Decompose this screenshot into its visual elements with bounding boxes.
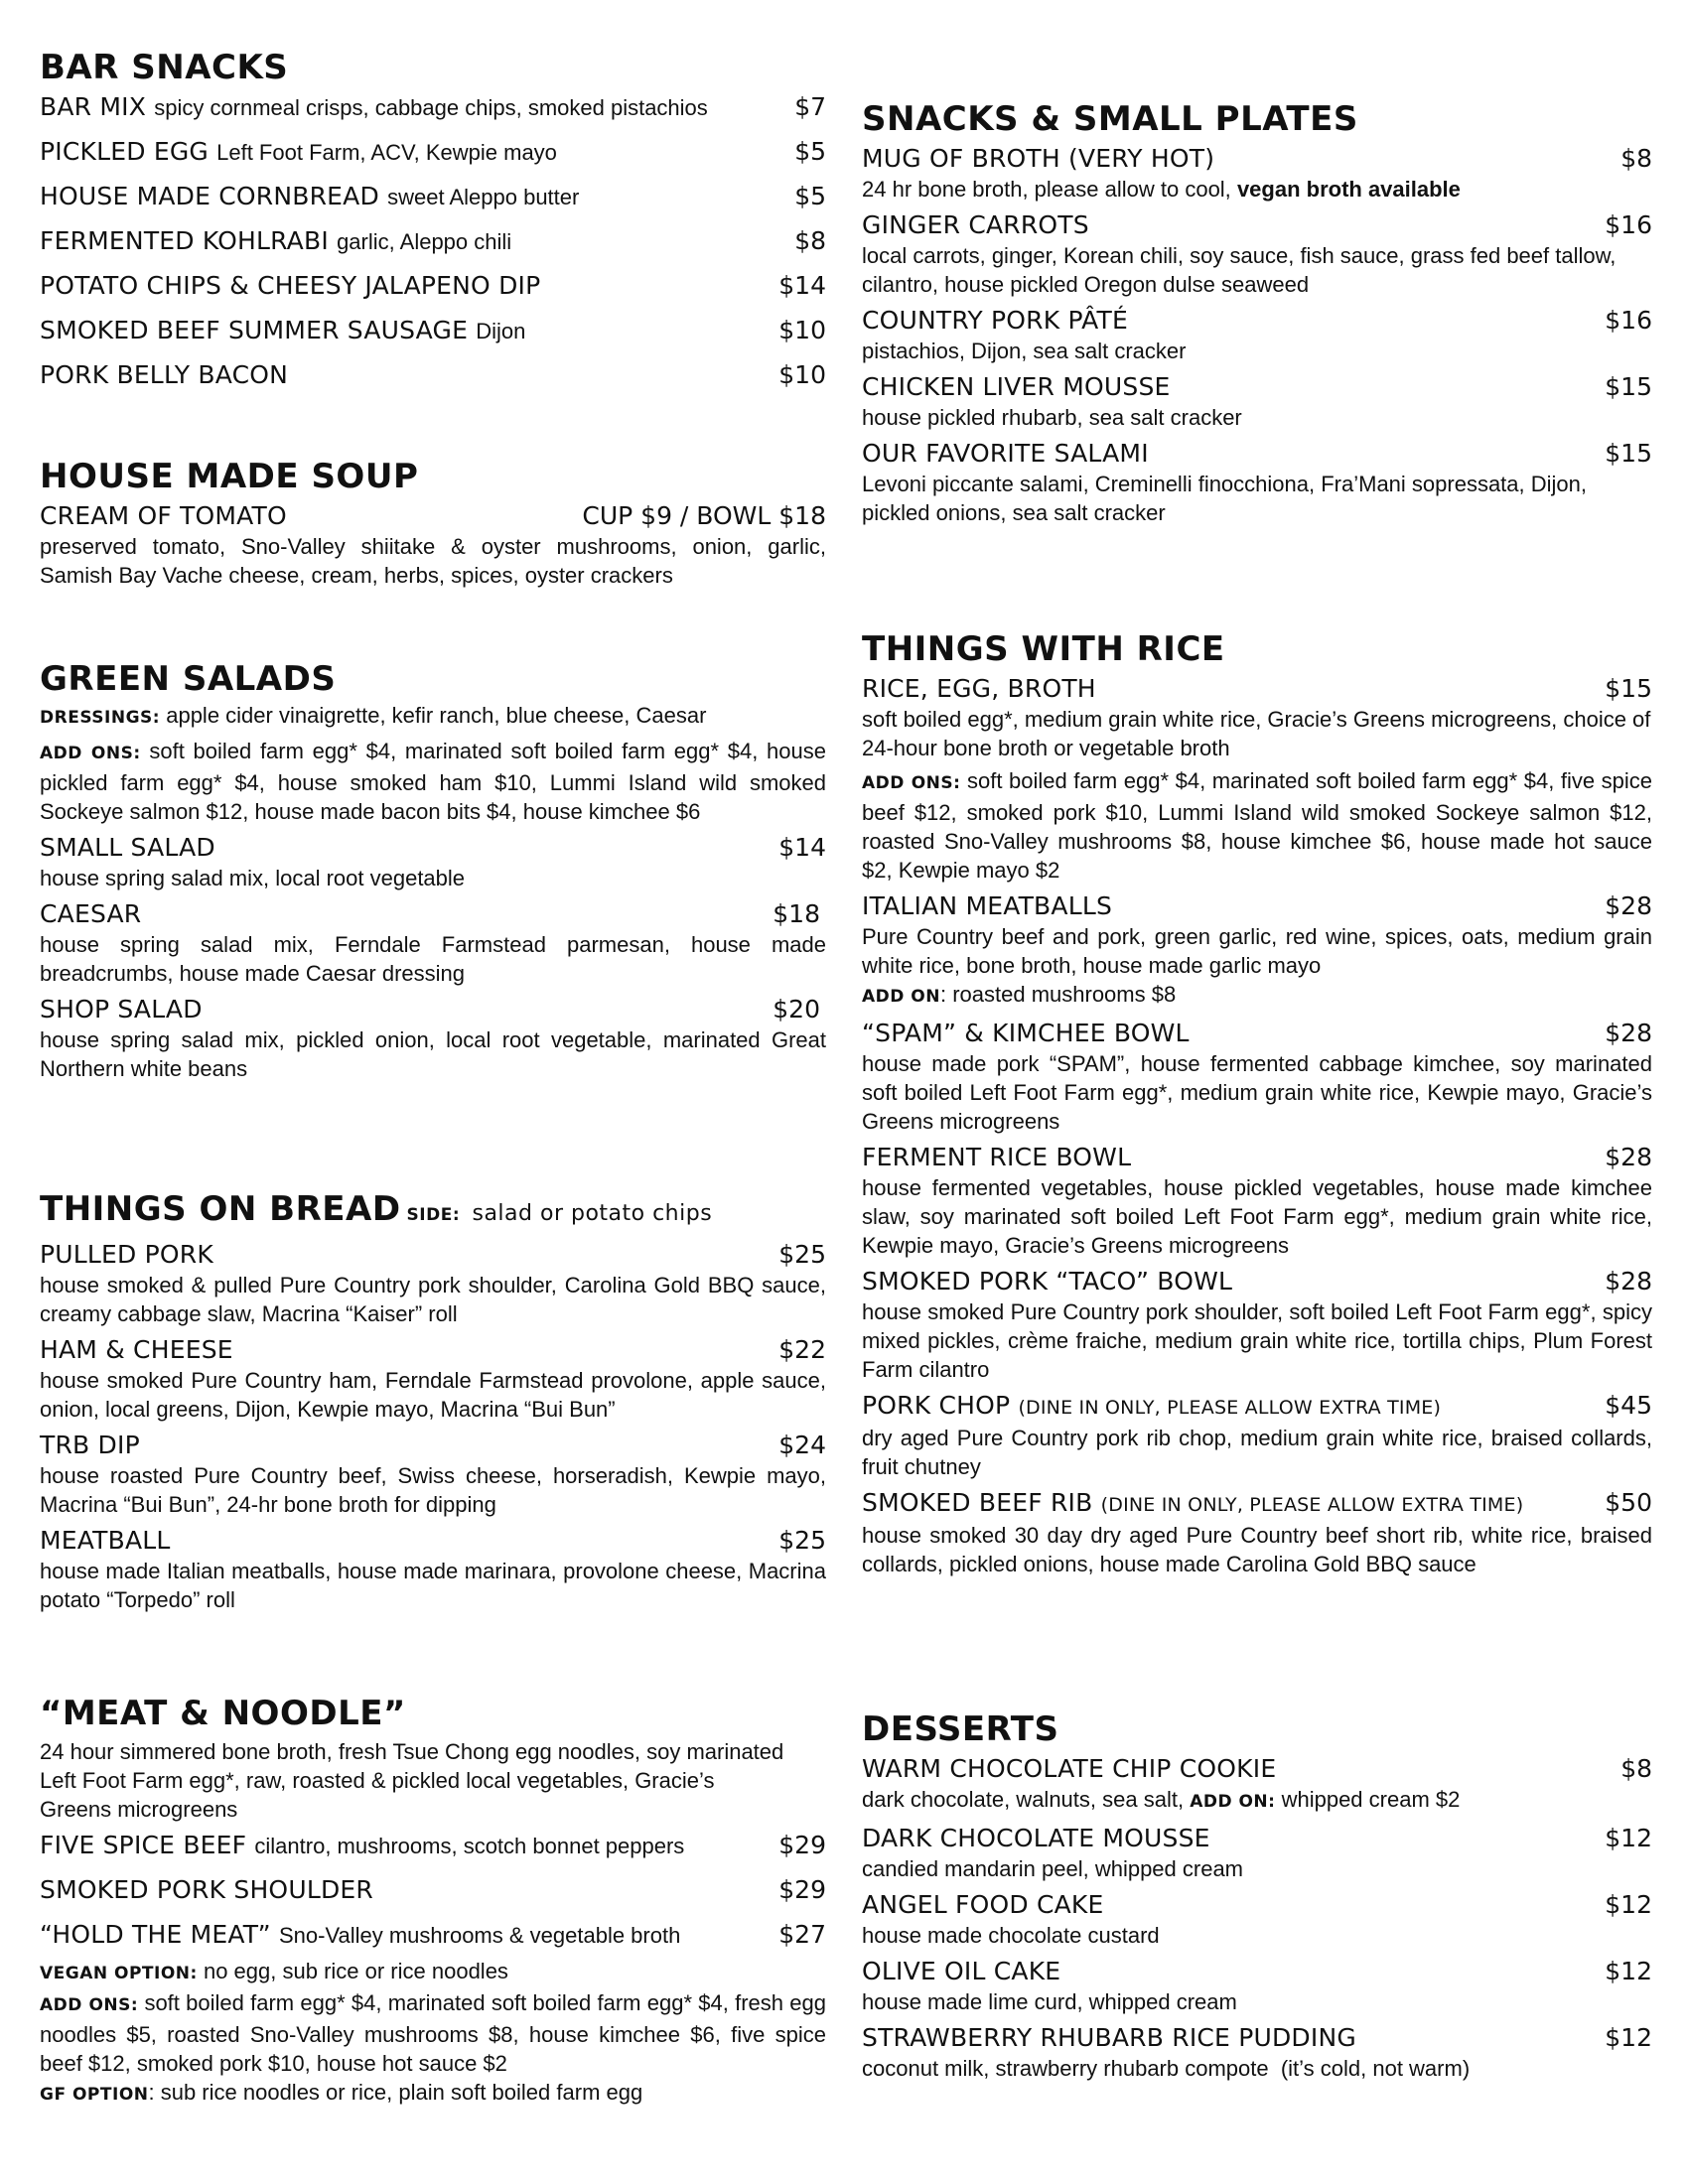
item-desc: 24 hr bone broth, please allow to cool, vegan broth available [862,177,1461,202]
item-price: $22 [778,1335,826,1364]
item-name: SHOP SALAD [40,995,203,1024]
dressings-label: DRESSINGS: [40,708,161,728]
section-title: SNACKS & SMALL PLATES [862,99,1358,139]
menu-item [40,1830,826,1874]
item-desc: house smoked Pure Country pork shoulder, soft boiled Left Foot Farm egg*, spicy mixed pickles, crème fraiche, medium grain white rice, tortilla chips, Plum Forest Farm cilantro [862,1299,1652,1382]
item-desc: house spring salad mix, pickled onion, local root vegetable, marinated Great Northern white beans [40,1027,826,1081]
item-price: $12 [1605,1957,1652,1985]
menu-item [862,1018,1652,1049]
item-name: GINGER CARROTS [862,210,1089,239]
item-desc: house smoked Pure Country ham, Ferndale Farmstead provolone, apple sauce, onion, local greens, Dijon, Kewpie mayo, Macrina “Bui Bun” [40,1368,826,1422]
item-price: $45 [1605,1391,1652,1420]
item-price: $14 [778,833,826,862]
menu-item [40,1919,826,1957]
item-name: OLIVE OIL CAKE [862,1957,1061,1985]
item-desc: house pickled rhubarb, sea salt cracker [862,405,1242,430]
item-price: $5 [794,182,826,210]
item-name: ANGEL FOOD CAKE [862,1890,1104,1919]
side-text: salad or potato chips [472,1201,713,1226]
item-desc: Levoni piccante salami, Creminelli finocchiona, Fra’Mani sopressata, Dijon, pickled onions, sea salt cracker [862,472,1587,525]
menu-item [40,315,826,359]
gf-label: GF OPTION [40,2085,149,2105]
item-price: $29 [778,1831,826,1859]
item-desc: Dijon [476,319,526,343]
item-name: ITALIAN MEATBALLS [862,891,1113,920]
item-desc: preserved tomato, Sno-Valley shiitake & oyster mushrooms, onion, garlic, Samish Bay Vache cheese, cream, herbs, spices, oyster crackers [40,534,826,588]
item-name: CHICKEN LIVER MOUSSE [862,372,1171,401]
section-title: GREEN SALADS [40,659,337,699]
item-price: $18 [773,899,820,928]
item-name: FIVE SPICE BEEF [40,1831,247,1859]
menu-item [862,1266,1652,1297]
item-desc: house spring salad mix, local root vegetable [40,866,466,890]
item-desc: dark chocolate, walnuts, sea salt, ADD ON: whipped cream $2 [862,1787,1461,1812]
item-price: $10 [778,316,826,344]
menu-item [40,1525,826,1557]
item-price: $28 [1605,1267,1652,1296]
item-price: $8 [1620,144,1652,173]
section-title: BAR SNACKS [40,48,289,87]
addons-label: ADD ONS: [862,773,961,793]
menu-item [40,500,826,532]
item-desc: local carrots, ginger, Korean chili, soy sauce, fish sauce, grass fed beef tallow, cilantro, house pickled Oregon dulse seaweed [862,243,1617,297]
item-name: SMOKED BEEF SUMMER SAUSAGE [40,316,469,344]
item-desc: house fermented vegetables, house pickled vegetables, house made kimchee slaw, soy marinated soft boiled Left Foot Farm egg*, medium grain white rice, Kewpie mayo, Gracie’s Greens microgreens [862,1175,1652,1258]
item-name: POTATO CHIPS & CHEESY JALAPENO DIP [40,271,541,300]
item-price: $12 [1605,1824,1652,1852]
item-price: $16 [1605,210,1652,239]
menu-item [40,181,826,225]
item-name: STRAWBERRY RHUBARB RICE PUDDING [862,2023,1356,2052]
addons-line: ADD ONS: soft boiled farm egg* $4, marinated soft boiled farm egg* $4, five spice beef $12, smoked pork $10, Lummi Island wild smoked Sockeye salmon $12, roasted Sno-Valley mushrooms $8, house kimchee $6, house made hot sauce $2, Kewpie mayo $2 [862,768,1652,883]
menu-item [862,1390,1652,1424]
menu-item [862,2022,1652,2054]
item-desc: Pure Country beef and pork, green garlic, red wine, spices, oats, medium grain white rice, bone broth, house made garlic mayo [862,924,1652,978]
item-desc: spicy cornmeal crisps, cabbage chips, smoked pistachios [154,95,708,120]
menu-item [40,1874,826,1919]
item-name: “SPAM” & KIMCHEE BOWL [862,1019,1190,1047]
item-desc: candied mandarin peel, whipped cream [862,1856,1244,1881]
item-price: $15 [1605,674,1652,703]
addons-line: ADD ONS: soft boiled farm egg* $4, marinated soft boiled farm egg* $4, fresh egg noodles $5, roasted Sno-Valley mushrooms $8, house kimchee $6, five spice beef $12, smoked pork $10, house hot sauce $2 [40,1990,826,2076]
section-meat-and-noodle [40,1694,826,2110]
side-label: SIDE: [406,1205,461,1225]
item-name: HOUSE MADE CORNBREAD [40,182,379,210]
item-name: CAESAR [40,899,142,928]
item-name: DARK CHOCOLATE MOUSSE [862,1824,1210,1852]
item-name: WARM CHOCOLATE CHIP COOKIE [862,1754,1277,1783]
item-desc: cilantro, mushrooms, scotch bonnet peppers [254,1834,685,1858]
menu-item [40,1430,826,1461]
item-name: OUR FAVORITE SALAMI [862,439,1149,468]
section-title: THINGS WITH RICE [862,629,1225,669]
item-price: $20 [773,995,820,1024]
addons-label: ADD ONS: [40,744,141,763]
item-desc: house roasted Pure Country beef, Swiss cheese, horseradish, Kewpie mayo, Macrina “Bui Bun”, 24-hr bone broth for dipping [40,1463,826,1517]
item-price: $29 [778,1875,826,1904]
item-price: $25 [778,1526,826,1555]
section-green-salads [40,659,826,1083]
item-name: PORK BELLY BACON [40,360,289,389]
item-price: $16 [1605,306,1652,335]
item-desc: sweet Aleppo butter [387,185,580,209]
menu-item [862,890,1652,922]
menu-item [40,1239,826,1271]
item-name: PICKLED EGG [40,137,209,166]
item-price: $8 [1620,1754,1652,1783]
item-price: $15 [1605,372,1652,401]
item-price: $12 [1605,1890,1652,1919]
item-desc: house made pork “SPAM”, house fermented cabbage kimchee, soy marinated soft boiled Left Foot Farm egg*, medium grain white rice, Kewpie mayo, Gracie’s Greens microgreens [862,1051,1652,1134]
menu-item [862,371,1652,403]
item-name: SMOKED PORK SHOULDER [40,1875,373,1904]
addon-line: ADD ON: roasted mushrooms $8 [862,982,1177,1007]
menu-item [862,1142,1652,1173]
item-desc: house spring salad mix, Ferndale Farmstead parmesan, house made breadcrumbs, house made Caesar dressing [40,932,826,986]
menu-item [862,438,1652,470]
item-price: $28 [1605,891,1652,920]
menu-item [40,994,826,1025]
menu-item [862,1753,1652,1785]
section-things-on-bread [40,1189,826,1614]
item-name: MUG OF BROTH (VERY HOT) [862,144,1215,173]
addon-label: ADD ON: [1190,1792,1276,1812]
section-soup [40,457,826,590]
item-name: PULLED PORK [40,1240,213,1269]
item-price: $28 [1605,1143,1652,1171]
item-price: $15 [1605,439,1652,468]
item-desc: pistachios, Dijon, sea salt cracker [862,339,1187,363]
item-name: SMALL SALAD [40,833,215,862]
item-desc: soft boiled egg*, medium grain white rice, Gracie’s Greens microgreens, choice of 24-hour bone broth or vegetable broth [862,707,1651,760]
section-desserts [862,1709,1652,2083]
menu-item [862,209,1652,241]
section-snacks-small-plates [862,99,1652,527]
item-desc: house made Italian meatballs, house made marinara, provolone cheese, Macrina potato “Torpedo” roll [40,1559,826,1612]
menu-item [40,270,826,315]
section-title: HOUSE MADE SOUP [40,457,419,496]
item-price: $8 [794,226,826,255]
item-price: $50 [1605,1488,1652,1517]
item-name: CREAM OF TOMATO [40,501,287,530]
menu-item [40,91,826,136]
item-name: MEATBALL [40,1526,171,1555]
item-name: FERMENTED KOHLRABI [40,226,329,255]
item-price: CUP $9 / BOWL $18 [582,501,826,530]
gf-line: GF OPTION: sub rice noodles or rice, plain soft boiled farm egg [40,2080,643,2105]
menu-item [862,1889,1652,1921]
menu-item [862,1823,1652,1854]
menu-item [40,136,826,181]
item-desc: Left Foot Farm, ACV, Kewpie mayo [216,140,557,165]
item-desc: house smoked & pulled Pure Country pork shoulder, Carolina Gold BBQ sauce, creamy cabbage slaw, Macrina “Kaiser” roll [40,1273,826,1326]
item-price: $7 [794,92,826,121]
section-title: DESSERTS [862,1709,1059,1749]
menu-item [862,1956,1652,1987]
menu-item [862,1487,1652,1521]
item-note: (DINE IN ONLY, PLEASE ALLOW EXTRA TIME) [1018,1397,1442,1419]
item-desc: garlic, Aleppo chili [337,229,512,254]
vegan-line: VEGAN OPTION: no egg, sub rice or rice noodles [40,1959,508,1983]
item-note: (DINE IN ONLY, PLEASE ALLOW EXTRA TIME) [1100,1494,1524,1516]
section-title: THINGS ON BREAD SIDE: salad or potato chips [40,1189,713,1229]
item-desc: Sno-Valley mushrooms & vegetable broth [278,1923,681,1948]
item-name: RICE, EGG, BROTH [862,674,1096,703]
item-price: $24 [778,1431,826,1459]
addons-line: ADD ONS: soft boiled farm egg* $4, marinated soft boiled farm egg* $4, house pickled farm egg* $4, house smoked ham $10, Lummi Island wild smoked Sockeye salmon $12, house made bacon bits $4, house kimchee $6 [40,739,826,824]
dressings-line: DRESSINGS: apple cider vinaigrette, kefir ranch, blue cheese, Caesar [40,703,707,728]
menu-item [862,673,1652,705]
item-price: $5 [794,137,826,166]
menu-item [40,898,826,930]
item-name: PORK CHOP [862,1391,1011,1420]
item-price: $10 [778,360,826,389]
addons-label: ADD ONS: [40,1995,139,2015]
item-name: HAM & CHEESE [40,1335,233,1364]
item-price: $25 [778,1240,826,1269]
item-name: BAR MIX [40,92,147,121]
menu-item [862,143,1652,175]
menu-item [40,225,826,270]
item-name: FERMENT RICE BOWL [862,1143,1132,1171]
addon-label: ADD ON [862,987,940,1007]
item-desc: house made chocolate custard [862,1923,1160,1948]
item-name: “HOLD THE MEAT” [40,1920,271,1949]
noodle-intro: 24 hour simmered bone broth, fresh Tsue Chong egg noodles, soy marinated Left Foot Farm egg*, raw, roasted & pickled local vegetables, Gracie’s Greens microgreens [40,1739,784,1822]
item-desc: house smoked 30 day dry aged Pure Country beef short rib, white rice, braised collards, pickled onions, house made Carolina Gold BBQ sauce [862,1523,1652,1576]
menu-item [40,832,826,864]
item-desc: coconut milk, strawberry rhubarb compote (it’s cold, not warm) [862,2056,1471,2081]
item-name: SMOKED BEEF RIB [862,1488,1093,1517]
item-name: COUNTRY PORK PÂTÉ [862,306,1128,335]
item-price: $12 [1605,2023,1652,2052]
item-desc: dry aged Pure Country pork rib chop, medium grain white rice, braised collards, fruit chutney [862,1426,1652,1479]
section-title: “MEAT & NOODLE” [40,1694,406,1733]
item-name: SMOKED PORK “TACO” BOWL [862,1267,1233,1296]
menu-item [862,305,1652,337]
item-price: $14 [778,271,826,300]
menu-item [40,1334,826,1366]
item-price: $27 [778,1920,826,1949]
section-things-with-rice [862,629,1652,1578]
item-desc: house made lime curd, whipped cream [862,1989,1237,2014]
menu-item [40,359,826,404]
item-price: $28 [1605,1019,1652,1047]
item-name: TRB DIP [40,1431,140,1459]
section-bar-snacks [40,48,826,404]
vegan-label: VEGAN OPTION: [40,1964,198,1983]
